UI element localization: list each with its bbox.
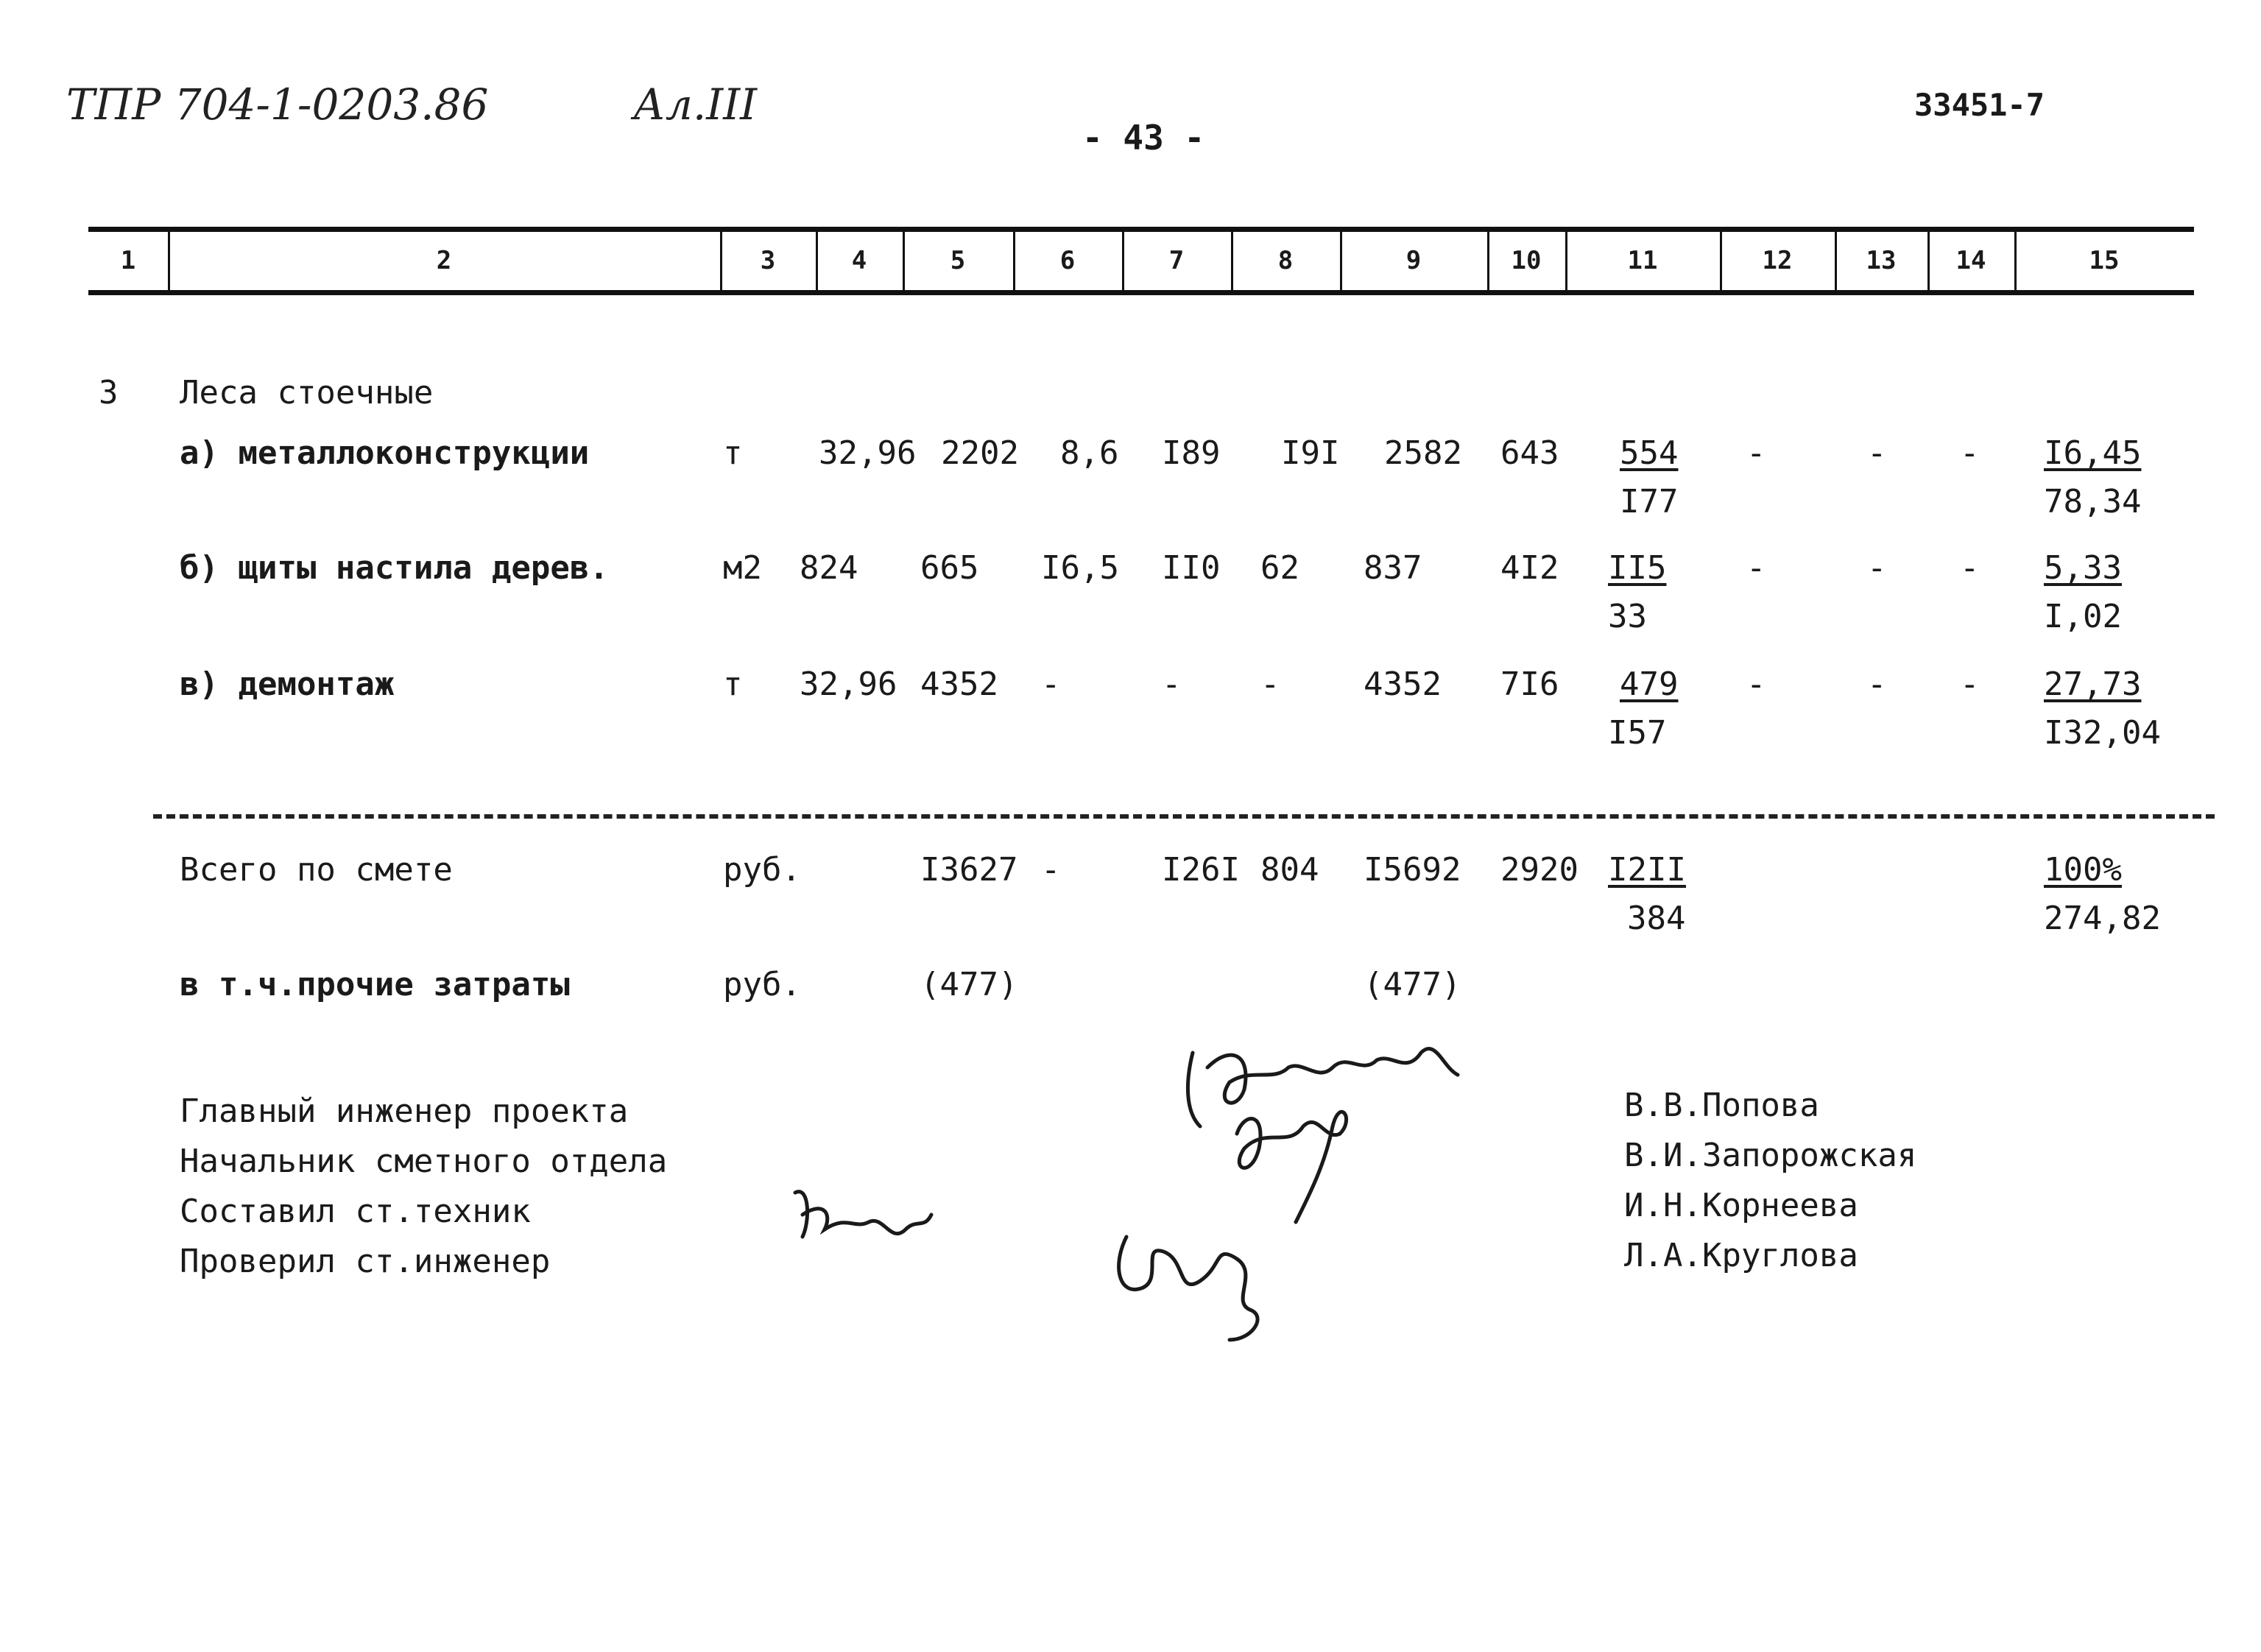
cell-col9: 837	[1364, 549, 1422, 587]
handwritten-project-code: ТПР 704-1-0203.86	[66, 80, 489, 130]
totals-col10: 2920	[1500, 851, 1579, 889]
cell-col6: -	[1041, 666, 1061, 703]
row-name: в) демонтаж	[180, 666, 395, 703]
cell-col7: II0	[1162, 549, 1221, 587]
column-header: 15	[2089, 246, 2120, 275]
cell-col10: 7I6	[1500, 666, 1559, 703]
column-header: 4	[851, 246, 867, 275]
column-header: 6	[1059, 246, 1076, 275]
cell-col14: -	[1960, 549, 1980, 587]
cell-col4: 32,96	[819, 434, 917, 472]
cell-col7: I89	[1162, 434, 1221, 472]
cell-col4: 32,96	[800, 666, 897, 703]
name-popova: В.В.Попова	[1624, 1087, 1819, 1124]
cell-col5: 2202	[941, 434, 1019, 472]
role-compiled-by: Составил ст.техник	[180, 1193, 531, 1230]
cell-col5: 665	[920, 549, 979, 587]
cell-col8: -	[1260, 666, 1280, 703]
other-costs-col5: (477)	[920, 966, 1018, 1003]
cell-col11-top: 554	[1620, 434, 1679, 472]
column-header: 7	[1168, 246, 1185, 275]
role-checked-by: Проверил ст.инженер	[180, 1243, 551, 1280]
totals-col11-bottom: 384	[1627, 900, 1686, 937]
totals-col9: I5692	[1364, 851, 1461, 889]
cell-col15-top: 27,73	[2044, 666, 2142, 703]
column-header: 5	[950, 246, 966, 275]
cell-col12: -	[1746, 666, 1766, 703]
cell-col8: I9I	[1281, 434, 1340, 472]
cell-col6: 8,6	[1060, 434, 1119, 472]
totals-col11-top: I2II	[1608, 851, 1686, 889]
column-header: 11	[1627, 246, 1658, 275]
cell-col8: 62	[1260, 549, 1299, 587]
totals-col15-top: 100%	[2044, 851, 2122, 889]
cell-col13: -	[1867, 666, 1887, 703]
totals-name: Всего по смете	[180, 851, 453, 889]
name-kruglova: Л.А.Круглова	[1624, 1237, 1858, 1274]
cell-col15-bottom: I32,04	[2044, 714, 2161, 752]
cell-col11-bottom: I57	[1608, 714, 1667, 752]
other-costs-unit: руб.	[723, 966, 801, 1003]
cell-col10: 643	[1500, 434, 1559, 472]
cell-col14: -	[1960, 434, 1980, 472]
cell-col14: -	[1960, 666, 1980, 703]
cell-col11-top: II5	[1608, 549, 1667, 587]
header-top-rule	[88, 227, 2194, 232]
column-header: 12	[1762, 246, 1793, 275]
cell-col10: 4I2	[1500, 549, 1559, 587]
cell-col15-bottom: 78,34	[2044, 483, 2142, 520]
cell-col13: -	[1867, 549, 1887, 587]
column-header: 9	[1405, 246, 1422, 275]
cell-col9: 4352	[1364, 666, 1442, 703]
cell-col15-bottom: I,02	[2044, 598, 2122, 635]
section-title: Леса стоечные	[180, 374, 434, 412]
column-header: 8	[1277, 246, 1294, 275]
other-costs-name: в т.ч.прочие затраты	[180, 966, 570, 1003]
column-header: 10	[1511, 246, 1542, 275]
section-number: 3	[99, 374, 119, 412]
signature-korneeva	[780, 1171, 942, 1266]
role-chief-engineer: Главный инженер проекта	[180, 1092, 629, 1130]
row-name: а) металлоконструкции	[180, 434, 590, 472]
cell-col15-top: I6,45	[2044, 434, 2142, 472]
totals-col6: -	[1041, 851, 1061, 889]
cell-col7: -	[1162, 666, 1182, 703]
cell-col4: 824	[800, 549, 858, 587]
row-unit: м2	[723, 549, 762, 587]
handwritten-album-number: Ал.III	[633, 80, 758, 130]
column-header: 3	[760, 246, 776, 275]
totals-col15-bottom: 274,82	[2044, 900, 2161, 937]
name-zaporozhskaya: В.И.Запорожская	[1624, 1137, 1917, 1174]
cell-col12: -	[1746, 434, 1766, 472]
document-code: 33451-7	[1914, 87, 2045, 123]
header-bottom-rule	[88, 290, 2194, 295]
cell-col5: 4352	[920, 666, 998, 703]
column-header: 2	[436, 246, 452, 275]
totals-col5: I3627	[920, 851, 1018, 889]
column-header: 14	[1955, 246, 1986, 275]
role-head-estimates: Начальник сметного отдела	[180, 1143, 668, 1180]
cell-col9: 2582	[1384, 434, 1462, 472]
cell-col13: -	[1867, 434, 1887, 472]
cell-col11-bottom: 33	[1608, 598, 1647, 635]
cell-col11-top: 479	[1620, 666, 1679, 703]
cell-col15-top: 5,33	[2044, 549, 2122, 587]
cell-col6: I6,5	[1041, 549, 1119, 587]
cell-col11-bottom: I77	[1620, 483, 1679, 520]
page-number: - 43 -	[1082, 118, 1205, 158]
totals-col8: 804	[1260, 851, 1319, 889]
row-unit: т	[723, 434, 743, 472]
column-header: 1	[120, 246, 136, 275]
cell-col12: -	[1746, 549, 1766, 587]
name-korneeva: И.Н.Корнеева	[1624, 1187, 1858, 1224]
dashed-separator	[153, 814, 2215, 819]
signature-kruglova	[1097, 1200, 1288, 1347]
other-costs-col9: (477)	[1364, 966, 1461, 1003]
row-name: б) щиты настила дерев.	[180, 549, 609, 587]
totals-unit: руб.	[723, 851, 801, 889]
row-unit: т	[723, 666, 743, 703]
totals-col7: I26I	[1162, 851, 1240, 889]
column-header: 13	[1866, 246, 1897, 275]
